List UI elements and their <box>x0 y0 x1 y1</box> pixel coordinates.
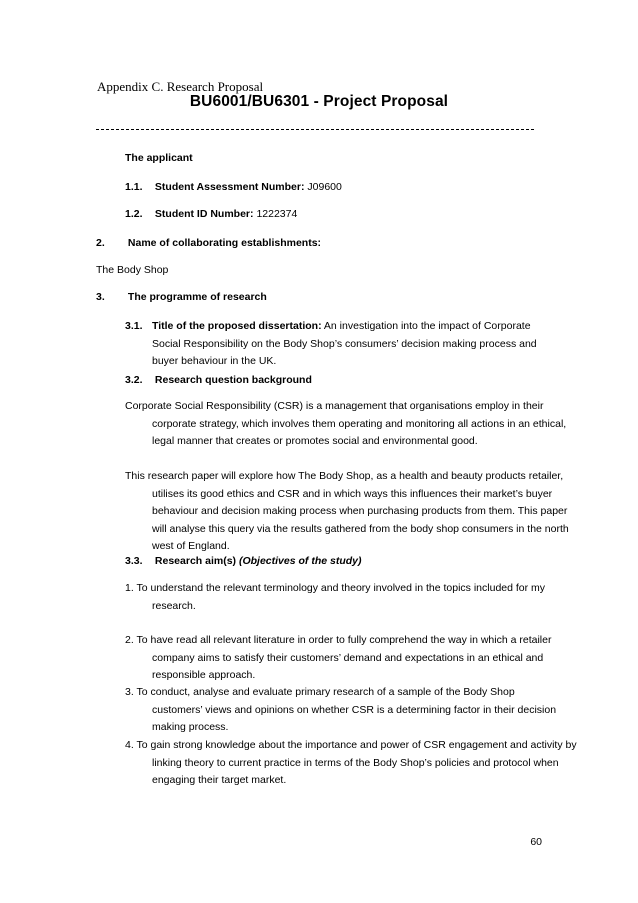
section-number: 2. <box>96 237 105 249</box>
item-number: 1.2. <box>125 208 143 220</box>
aims-heading-italic: (Objectives of the study) <box>238 555 362 567</box>
student-assessment-label: Student Assessment Number: <box>154 181 305 193</box>
document-title: BU6001/BU6301 - Project Proposal <box>189 93 449 110</box>
item-number: 3.1. <box>125 320 143 332</box>
section-number: 3. <box>96 291 105 303</box>
dissertation-title-block <box>125 318 550 371</box>
dissertation-title-text: An investigation into the impact of Corporate Social Responsibility on the Body Shop’s consumers’ decision making process and buyer behaviour in the UK. <box>152 320 537 367</box>
dashed-divider <box>96 129 534 130</box>
item-number: 1.1. <box>125 181 143 193</box>
aims-heading: Research aim(s) <box>154 555 237 567</box>
student-id-value: 1222374 <box>256 208 298 220</box>
item-number: 3.3. <box>125 555 143 567</box>
section-3-heading-row <box>96 291 267 303</box>
item-number: 3.2. <box>125 374 143 386</box>
background-paragraph-2: This research paper will explore how The Body Shop, as a health and beauty products retailer, utilises its good ethics and CSR and in which ways this influences their market’s buyer behaviour and decision making process when purchasing products from them. This paper will analyse this query via the results gathered from the body shop consumers in the north west of England. <box>125 470 569 552</box>
collaborating-establishment: The Body Shop <box>96 264 169 276</box>
section-3-heading: The programme of research <box>127 291 267 303</box>
background-paragraph-1: Corporate Social Responsibility (CSR) is a management that organisations employ in their corporate strategy, which involves them operating and monitoring all actions in an ethical, legal manner that creates or promotes social and environmental good. <box>125 400 567 447</box>
aim-item: 2. To have read all relevant literature in order to fully comprehend the way in which a retailer company aims to satisfy their customers’ demand and expectations in an ethical and responsible approach. <box>125 634 552 681</box>
dissertation-title-label: Title of the proposed dissertation: <box>152 320 322 332</box>
student-id-row <box>125 208 297 220</box>
page-number: 60 <box>530 836 542 848</box>
section-2-heading-row <box>96 237 321 249</box>
section-2-heading: Name of collaborating establishments: <box>127 237 322 249</box>
applicant-heading: The applicant <box>125 152 193 164</box>
student-id-label: Student ID Number: <box>154 208 254 220</box>
student-assessment-row <box>125 181 342 193</box>
background-heading: Research question background <box>154 374 312 386</box>
aims-heading-row <box>125 555 362 567</box>
background-heading-row <box>125 374 312 386</box>
student-assessment-value: J09600 <box>307 181 342 193</box>
aim-item: 3. To conduct, analyse and evaluate primary research of a sample of the Body Shop customers’ views and opinions on whether CSR is a determining factor in their decision making process. <box>125 686 557 733</box>
aim-item: 1. To understand the relevant terminology and theory involved in the topics included for my research. <box>125 582 546 612</box>
aim-item: 4. To gain strong knowledge about the importance and power of CSR engagement and activity by linking theory to current practice in terms of the Body Shop’s policies and protocol when engaging their target market. <box>125 739 577 786</box>
appendix-label: Appendix C. Research Proposal <box>97 79 264 94</box>
